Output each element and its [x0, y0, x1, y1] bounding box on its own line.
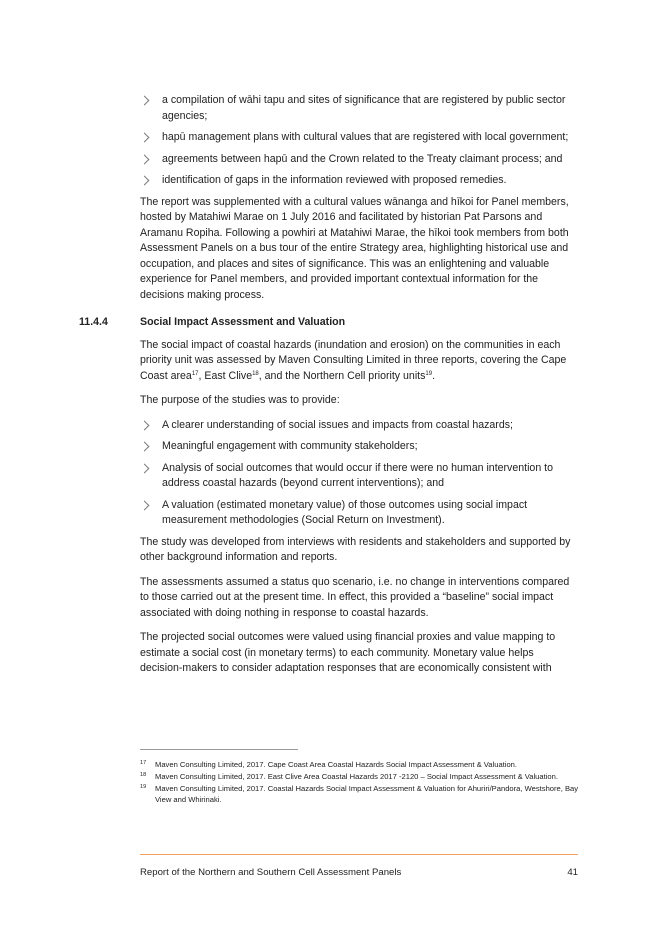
list-item: Analysis of social outcomes that would occur if there were no human intervention to address coastal hazards (beyond current interventions); and	[140, 461, 578, 492]
chevron-right-icon	[140, 96, 150, 106]
list-item: A clearer understanding of social issues and impacts from coastal hazards;	[140, 418, 578, 434]
footnote-ref: 19	[425, 370, 433, 377]
list-item: hapū management plans with cultural values that are registered with local government;	[140, 130, 578, 146]
section-heading	[79, 315, 578, 331]
footnote-divider	[140, 749, 298, 750]
section-title: Social Impact Assessment and Valuation	[140, 316, 346, 328]
list-item: agreements between hapū and the Crown related to the Treaty claimant process; and	[140, 152, 578, 168]
footnote-ref: 18	[252, 370, 259, 377]
chevron-right-icon	[140, 500, 150, 510]
list-item: Meaningful engagement with community stakeholders;	[140, 439, 578, 455]
section-number: 11.4.4	[79, 316, 108, 328]
footer-divider	[140, 854, 578, 855]
footnote-ref: 17	[191, 370, 199, 377]
list-item: a compilation of wāhi tapu and sites of significance that are registered by public sector agencies;	[140, 93, 578, 124]
chevron-right-icon	[140, 176, 150, 186]
list-item: identification of gaps in the information reviewed with proposed remedies.	[140, 173, 578, 189]
list-item: A valuation (estimated monetary value) of those outcomes using social impact measurement methodologies (Social Return on Investment).	[140, 498, 578, 529]
paragraph-report: The report was supplemented with a cultural values wānanga and hīkoi for Panel members, hosted by Matahiwi Marae on 1 July 2016 and facilitated by historian Pat Parsons and Aramanu Ropiha. Following a powhiri at Matahiwi Marae, the hīkoi took members from both Assessment Panels on a bus tour of the entire Strategy area, highlighting historical use and occupation, and places and sites of significance. This was an enlightening and valuable experience for Panel members, and provided important contextual information for the decisions making process.	[140, 195, 569, 301]
footnote: 19 Maven Consulting Limited, 2017. Coastal Hazards Social Impact Assessment & Valuation for Ahuriri/Pandora, Westshore, Bay View and Whirinaki.	[140, 784, 579, 804]
chevron-right-icon	[140, 133, 150, 143]
footnote: 17 Maven Consulting Limited, 2017. Cape Coast Area Coastal Hazards Social Impact Assessment & Valuation.	[140, 760, 518, 769]
paragraph-projected: The projected social outcomes were valued using financial proxies and value mapping to estimate a social cost (in monetary terms) to each community. Monetary value helps decision-makers to consider adaptation responses that are economically consistent with	[140, 631, 556, 674]
chevron-right-icon	[140, 442, 150, 452]
paragraph-assessments: The assessments assumed a status quo scenario, i.e. no change in interventions compared to those carried out at the present time. In effect, this provided a “baseline” social impact associated with doing nothing in response to coastal hazards.	[140, 575, 570, 619]
paragraph-study: The study was developed from interviews with residents and stakeholders and supported by other background information and reports.	[140, 535, 571, 563]
footnotes	[140, 759, 580, 806]
chevron-right-icon	[140, 154, 150, 164]
bullet-list-purpose	[140, 418, 578, 529]
bullet-list-sources	[140, 93, 578, 189]
chevron-right-icon	[140, 420, 150, 430]
paragraph-purpose: The purpose of the studies was to provide:	[140, 394, 340, 406]
footer-title: Report of the Northern and Southern Cell Assessment Panels	[140, 867, 402, 878]
page-number: 41	[567, 867, 578, 878]
body-content	[79, 93, 578, 686]
chevron-right-icon	[140, 463, 150, 473]
paragraph-social-impact: The social impact of coastal hazards (inundation and erosion) on the communities in each priority unit was assessed by Maven Consulting Limited in three reports, covering the Cape Coast area$^{17}$, East Clive$^{18}$, and the Northern Cell priority units$^{19}$.	[140, 338, 567, 382]
footnote: 18 Maven Consulting Limited, 2017. East Clive Area Coastal Hazards 2017 -2120 – Social Impact Assessment & Valuation.	[140, 772, 558, 781]
